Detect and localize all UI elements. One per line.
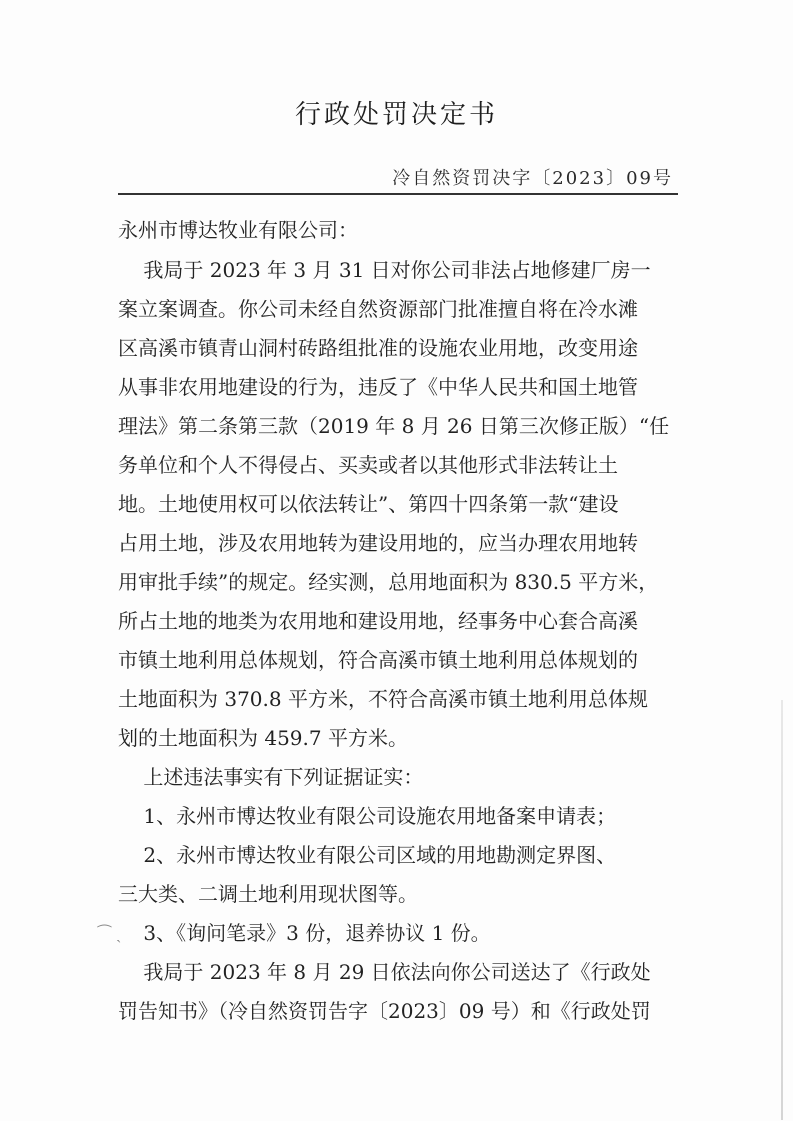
body-line: 土地面积为 370.8 平方米，不符合高溪市镇土地利用总体规 (118, 687, 648, 711)
body-line: 从事非农用地建设的行为，违反了《中华人民共和国土地管 (118, 375, 638, 399)
evidence-item-line: 三大类、二调土地利用现状图等。 (118, 882, 418, 906)
evidence-intro-line: 上述违法事实有下列证据证实： (118, 765, 424, 789)
document-number: 冷自然资罚决字〔2023〕09号 (392, 168, 673, 189)
addressee-line: 永州市博达牧业有限公司： (118, 218, 358, 242)
body-line: 我局于 2023 年 8 月 29 日依法向你公司送达了《行政处 (118, 960, 651, 984)
evidence-item-line: 2、永州市博达牧业有限公司区域的用地勘测定界图、 (118, 843, 617, 867)
evidence-item-line: 1、永州市博达牧业有限公司设施农用地备案申请表； (118, 804, 617, 828)
body-line: 我局于 2023 年 3 月 31 日对你公司非法占地修建厂房一 (118, 258, 651, 282)
body-line: 占用土地，涉及农用地转为建设用地的，应当办理农用地转 (118, 531, 638, 555)
body-line: 罚告知书》（冷自然资罚告字〔2023〕09 号）和《行政处罚 (118, 999, 651, 1023)
body-line: 市镇土地利用总体规划，符合高溪市镇土地利用总体规划的 (118, 648, 638, 672)
body-line: 务单位和个人不得侵占、买卖或者以其他形式非法转让土 (118, 453, 618, 477)
body-line: 所占土地的地类为农用地和建设用地，经事务中心套合高溪 (118, 609, 638, 633)
body-line: 划的土地面积为 459.7 平方米。 (118, 726, 408, 750)
document-title: 行政处罚决定书 (294, 100, 498, 130)
body-line: 理法》第二条第三款（2019 年 8 月 26 日第三次修正版）“任 (118, 414, 670, 438)
scan-mark: ⁀ ˎ (98, 924, 122, 943)
scan-edge-shadow (781, 700, 783, 1120)
evidence-item-line: 3、《询问笔录》3 份，退养协议 1 份。 (118, 921, 491, 945)
body-line: 用审批手续”的规定。经实测，总用地面积为 830.5 平方米， (118, 570, 659, 594)
body-line: 地。土地使用权可以依法转让”、第四十四条第一款“建设 (118, 492, 619, 516)
body-line: 案立案调查。你公司未经自然资源部门批准擅自将在冷水滩 (118, 297, 638, 321)
body-line: 区高溪市镇青山洞村砖路组批准的设施农业用地，改变用途 (118, 336, 638, 360)
header-rule (118, 193, 678, 195)
